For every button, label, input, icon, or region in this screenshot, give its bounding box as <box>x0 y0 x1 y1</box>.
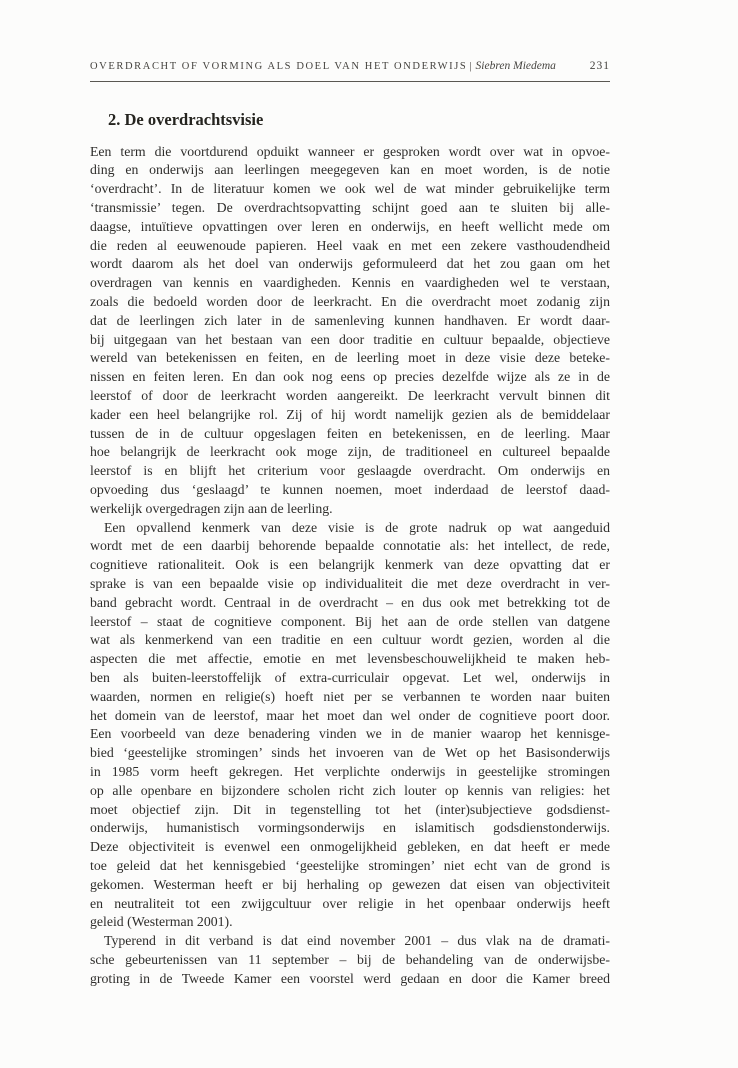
body-line: wordt daarom als het doel van onderwijs geformuleerd dat het zou gaan om het <box>90 256 610 272</box>
body-line: kader een heel belangrijke rol. Zij of hij wordt namelijk gezien als de bemiddelaar <box>90 406 610 422</box>
body-line: het domein van de leerstof, maar het moet dan wel onder de cognitieve poort door. <box>90 707 610 723</box>
body-line: overdragen van kennis en vaardigheden. Kennis en vaardigheden wel te verstaan, <box>90 275 610 291</box>
body-line: opvoeding dus ‘geslaagd’ te kunnen noemen, moet inderdaad de leerstof daad- <box>90 482 610 498</box>
body-line: tussen de in de cultuur opgeslagen feiten en betekenissen, en de leerling. Maar <box>90 425 610 441</box>
body-line: nissen en feiten leren. En dan ook nog eens op precies dezelfde wijze als ze in de <box>90 369 610 385</box>
body-line: ben als buiten-leerstoffelijk of extra-curriculair opgevat. Let wel, onderwijs in <box>90 670 610 685</box>
body-line: zoals die bedoeld worden door de leerkracht. En die overdracht moet zodanig zijn <box>90 294 610 310</box>
running-header-left <box>90 56 556 74</box>
body-line: toe geleid dat het kennisgebied ‘geestelijke stromingen’ niet echt van de grond is <box>90 857 610 873</box>
running-title: OVERDRACHT OF VORMING ALS DOEL VAN HET ONDERWIJS <box>90 61 468 72</box>
body-line: geleid (Westerman 2001). <box>90 914 233 930</box>
body-line: leerstof – staat de cognitieve component. Bij het aan de orde stellen van datgene <box>90 613 610 629</box>
body-line: dat de leerlingen zich later in de samenleving kunnen handhaven. Er wordt daar- <box>90 312 610 328</box>
body-line: waarden, normen en religie(s) hoeft niet per se verbannen te worden naar buiten <box>90 688 610 704</box>
body-line: wordt met de een daarbij behorende bepaalde connotatie als: het intellect, de rede, <box>90 538 610 554</box>
body-line: hoe belangrijk de leerkracht ook moge zijn, de traditioneel en cultureel bepaalde <box>90 444 610 460</box>
body-line: Een opvallend kenmerk van deze visie is de grote nadruk op wat aangeduid <box>104 519 610 535</box>
page-number: 231 <box>589 60 610 72</box>
body-line: in 1985 vorm heeft gekregen. Het verplichte onderwijs in geestelijke stromingen <box>90 763 610 779</box>
body-line: ding en onderwijs aan leerlingen meegegeven kan en moet worden, is de notie <box>90 162 610 178</box>
section-heading: 2. De overdrachtsvisie <box>108 110 264 129</box>
body-line: sprake is van een bepaalde visie op individualiteit die met deze overdracht in ver- <box>90 576 610 592</box>
body-line: wat als kenmerkend van een traditie en een cultuur wordt gezien, worden al die <box>90 632 610 648</box>
body-line: Deze objectiviteit is evenwel een onmogelijkheid gebleken, en dat heeft er mede <box>90 839 610 855</box>
running-header <box>90 56 610 74</box>
header-rule <box>90 81 610 82</box>
body-line: band gebracht wordt. Centraal in de overdracht – en dus ook met betrekking tot de <box>90 594 610 610</box>
body-line: aspecten die met affectie, emotie en met levensbeschouwelijkheid te maken heb- <box>90 651 610 667</box>
body-line: leerstof of door de leerkracht worden aangereikt. De leerkracht vervult binnen dit <box>90 388 610 404</box>
body-line: Typerend in dit verband is dat eind november 2001 – dus vlak na de dramati- <box>104 933 610 949</box>
author-name: Siebren Miedema <box>475 60 556 72</box>
body-line: bij uitgegaan van het bestaan van een door traditie en cultuur bepaalde, objectieve <box>90 331 610 347</box>
body-line: gekomen. Westerman heeft er bij herhaling op gewezen dat eisen van objectiviteit <box>90 876 610 892</box>
body-line: leerstof is en blijft het criterium voor geslaagde overdracht. Om onderwijs en <box>90 463 610 479</box>
body-line: Een term die voortdurend opduikt wanneer er gesproken wordt over wat in opvoe- <box>90 143 610 159</box>
body-line: cognitieve rationaliteit. Ook is een belangrijk kenmerk van deze opvatting dat er <box>90 557 610 573</box>
body-line: onderwijs, humanistisch vormingsonderwijs en islamitisch godsdienstonderwijs. <box>90 820 610 836</box>
body-line: groting in de Tweede Kamer een voorstel werd gedaan en door die Kamer breed <box>90 970 610 986</box>
body-line: die reden al eeuwenoude papieren. Heel vaak en met een zekere vasthoudendheid <box>90 237 610 253</box>
body-line: op alle openbare en bijzondere scholen richt zich louter op kennis van religies: het <box>90 782 610 798</box>
body-line: Een voorbeeld van deze benadering vinden we in de manier waarop het kennisge- <box>90 726 610 742</box>
body-line: ‘transmissie’ tegen. De overdrachtsopvatting schijnt goed aan te sluiten bij alle- <box>90 200 610 216</box>
body-line: wereld van betekenissen en feiten, en de leerling moet in deze visie deze beteke- <box>90 350 610 366</box>
body-line: werkelijk overgedragen zijn aan de leerling. <box>90 500 333 516</box>
body-line: bied ‘geestelijke stromingen’ sinds het invoeren van de Wet op het Basisonderwijs <box>90 745 610 761</box>
header-separator: | <box>469 60 472 72</box>
body-line: moet objectief zijn. Dit in tegenstelling tot het (inter)subjectieve godsdienst- <box>90 801 610 817</box>
body-line: daagse, intuïtieve opvattingen over leren en onderwijs, en heeft wellicht mede om <box>90 218 610 234</box>
body-line: ‘overdracht’. In de literatuur komen we ook wel de wat minder gebruikelijke term <box>90 181 610 197</box>
body-text <box>90 143 610 989</box>
body-line: en neutraliteit tot een zwijgcultuur over religie in het openbaar onderwijs heeft <box>90 895 610 911</box>
body-line: sche gebeurtenissen van 11 september – bij de behandeling van de onderwijsbe- <box>90 951 610 967</box>
